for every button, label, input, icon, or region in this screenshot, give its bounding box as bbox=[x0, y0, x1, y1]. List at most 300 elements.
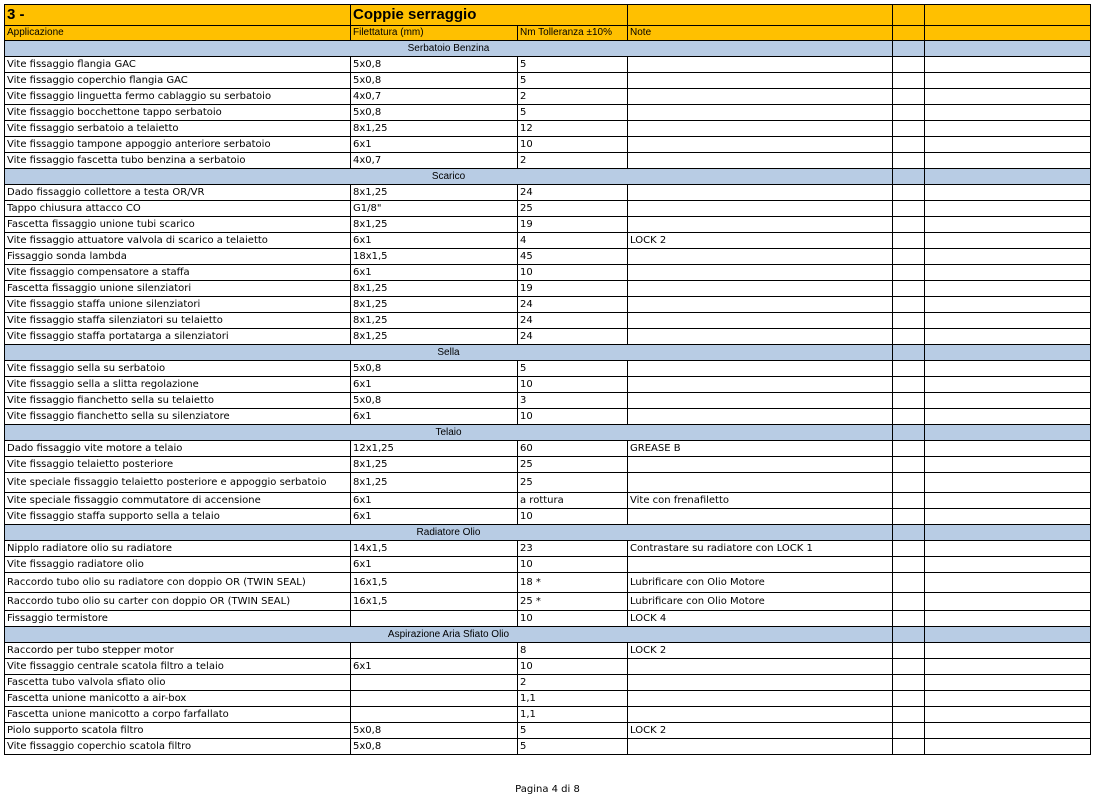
cell-nm: 23 bbox=[518, 541, 628, 557]
cell-filettatura: 5x0,8 bbox=[351, 739, 518, 755]
section-empty-cell bbox=[925, 169, 1091, 185]
table-row bbox=[5, 409, 1091, 425]
cell-filettatura: 5x0,8 bbox=[351, 393, 518, 409]
section-empty-cell bbox=[893, 525, 925, 541]
cell-applicazione: Vite fissaggio coperchio scatola filtro bbox=[5, 739, 351, 755]
cell-filettatura: G1/8" bbox=[351, 201, 518, 217]
cell-filettatura: 4x0,7 bbox=[351, 89, 518, 105]
cell-filettatura: 6x1 bbox=[351, 137, 518, 153]
empty-cell bbox=[925, 329, 1091, 345]
cell-nm: 5 bbox=[518, 73, 628, 89]
cell-filettatura: 8x1,25 bbox=[351, 473, 518, 493]
cell-note: Lubrificare con Olio Motore bbox=[628, 593, 893, 611]
cell-note bbox=[628, 691, 893, 707]
table-row bbox=[5, 573, 1091, 593]
cell-nm: 2 bbox=[518, 675, 628, 691]
empty-cell bbox=[893, 297, 925, 313]
cell-filettatura: 16x1,5 bbox=[351, 593, 518, 611]
cell-nm: 10 bbox=[518, 611, 628, 627]
cell-nm: 5 bbox=[518, 723, 628, 739]
section-header-row bbox=[5, 169, 1091, 185]
empty-cell bbox=[925, 281, 1091, 297]
cell-applicazione: Dado fissaggio vite motore a telaio bbox=[5, 441, 351, 457]
empty-cell bbox=[925, 707, 1091, 723]
cell-nm: 10 bbox=[518, 409, 628, 425]
cell-note bbox=[628, 739, 893, 755]
cell-nm: a rottura bbox=[518, 493, 628, 509]
empty-cell bbox=[893, 329, 925, 345]
section-empty-cell bbox=[925, 41, 1091, 57]
empty-cell bbox=[893, 153, 925, 169]
header-note: Note bbox=[628, 26, 893, 41]
cell-applicazione: Vite speciale fissaggio telaietto posteriore e appoggio serbatoio bbox=[5, 473, 351, 493]
section-title: Telaio bbox=[5, 425, 893, 441]
cell-nm: 2 bbox=[518, 153, 628, 169]
header-empty-cell bbox=[925, 26, 1091, 41]
section-empty-cell bbox=[925, 345, 1091, 361]
empty-cell bbox=[893, 723, 925, 739]
section-empty-cell bbox=[893, 345, 925, 361]
cell-nm: 10 bbox=[518, 659, 628, 675]
cell-applicazione: Vite fissaggio telaietto posteriore bbox=[5, 457, 351, 473]
cell-nm: 25 bbox=[518, 473, 628, 493]
cell-nm: 24 bbox=[518, 313, 628, 329]
section-header-row bbox=[5, 425, 1091, 441]
cell-filettatura: 6x1 bbox=[351, 409, 518, 425]
empty-cell bbox=[925, 573, 1091, 593]
cell-applicazione: Raccordo per tubo stepper motor bbox=[5, 643, 351, 659]
empty-cell bbox=[925, 409, 1091, 425]
empty-cell bbox=[893, 265, 925, 281]
empty-cell bbox=[893, 659, 925, 675]
cell-note bbox=[628, 393, 893, 409]
table-row bbox=[5, 89, 1091, 105]
cell-filettatura bbox=[351, 643, 518, 659]
title-empty-cell bbox=[893, 5, 925, 26]
empty-cell bbox=[925, 217, 1091, 233]
cell-applicazione: Vite fissaggio sella su serbatoio bbox=[5, 361, 351, 377]
cell-nm: 60 bbox=[518, 441, 628, 457]
empty-cell bbox=[925, 57, 1091, 73]
cell-nm: 45 bbox=[518, 249, 628, 265]
cell-applicazione: Vite fissaggio radiatore olio bbox=[5, 557, 351, 573]
cell-nm: 10 bbox=[518, 265, 628, 281]
empty-cell bbox=[893, 643, 925, 659]
empty-cell bbox=[925, 739, 1091, 755]
cell-note bbox=[628, 137, 893, 153]
empty-cell bbox=[925, 153, 1091, 169]
cell-applicazione: Vite fissaggio fascetta tubo benzina a serbatoio bbox=[5, 153, 351, 169]
empty-cell bbox=[893, 707, 925, 723]
empty-cell bbox=[925, 611, 1091, 627]
cell-note bbox=[628, 377, 893, 393]
cell-nm: 2 bbox=[518, 89, 628, 105]
table-row bbox=[5, 153, 1091, 169]
empty-cell bbox=[893, 739, 925, 755]
torque-table bbox=[4, 4, 1091, 755]
cell-filettatura: 8x1,25 bbox=[351, 329, 518, 345]
cell-note bbox=[628, 329, 893, 345]
table-row bbox=[5, 249, 1091, 265]
empty-cell bbox=[925, 249, 1091, 265]
cell-note: GREASE B bbox=[628, 441, 893, 457]
table-row bbox=[5, 659, 1091, 675]
cell-note bbox=[628, 73, 893, 89]
empty-cell bbox=[893, 441, 925, 457]
cell-note bbox=[628, 409, 893, 425]
table-row bbox=[5, 281, 1091, 297]
table-row bbox=[5, 105, 1091, 121]
table-row bbox=[5, 377, 1091, 393]
cell-filettatura: 4x0,7 bbox=[351, 153, 518, 169]
cell-note bbox=[628, 473, 893, 493]
cell-applicazione: Vite fissaggio tampone appoggio anteriore serbatoio bbox=[5, 137, 351, 153]
cell-filettatura bbox=[351, 611, 518, 627]
empty-cell bbox=[925, 675, 1091, 691]
cell-applicazione: Vite fissaggio serbatoio a telaietto bbox=[5, 121, 351, 137]
cell-applicazione: Vite fissaggio sella a slitta regolazione bbox=[5, 377, 351, 393]
table-row bbox=[5, 73, 1091, 89]
cell-filettatura: 8x1,25 bbox=[351, 457, 518, 473]
empty-cell bbox=[893, 573, 925, 593]
cell-applicazione: Dado fissaggio collettore a testa OR/VR bbox=[5, 185, 351, 201]
table-row bbox=[5, 265, 1091, 281]
empty-cell bbox=[925, 313, 1091, 329]
empty-cell bbox=[925, 473, 1091, 493]
cell-applicazione: Vite fissaggio staffa supporto sella a telaio bbox=[5, 509, 351, 525]
cell-nm: 25 bbox=[518, 201, 628, 217]
cell-nm: 5 bbox=[518, 57, 628, 73]
cell-applicazione: Vite fissaggio fianchetto sella su silenziatore bbox=[5, 409, 351, 425]
table-row bbox=[5, 473, 1091, 493]
empty-cell bbox=[893, 377, 925, 393]
cell-nm: 5 bbox=[518, 739, 628, 755]
cell-note bbox=[628, 509, 893, 525]
cell-filettatura: 5x0,8 bbox=[351, 57, 518, 73]
empty-cell bbox=[893, 57, 925, 73]
section-empty-cell bbox=[893, 425, 925, 441]
cell-nm: 5 bbox=[518, 105, 628, 121]
empty-cell bbox=[925, 593, 1091, 611]
cell-applicazione: Tappo chiusura attacco CO bbox=[5, 201, 351, 217]
empty-cell bbox=[925, 393, 1091, 409]
empty-cell bbox=[925, 691, 1091, 707]
section-title: Serbatoio Benzina bbox=[5, 41, 893, 57]
empty-cell bbox=[925, 137, 1091, 153]
empty-cell bbox=[925, 73, 1091, 89]
cell-note bbox=[628, 281, 893, 297]
empty-cell bbox=[893, 409, 925, 425]
cell-nm: 8 bbox=[518, 643, 628, 659]
cell-note: LOCK 4 bbox=[628, 611, 893, 627]
cell-applicazione: Vite speciale fissaggio commutatore di accensione bbox=[5, 493, 351, 509]
empty-cell bbox=[925, 265, 1091, 281]
table-row bbox=[5, 297, 1091, 313]
cell-nm: 5 bbox=[518, 361, 628, 377]
cell-filettatura: 6x1 bbox=[351, 233, 518, 249]
table-row bbox=[5, 393, 1091, 409]
page-footer: Pagina 4 di 8 bbox=[515, 784, 580, 795]
empty-cell bbox=[893, 457, 925, 473]
table-row bbox=[5, 233, 1091, 249]
table-row bbox=[5, 611, 1091, 627]
cell-filettatura: 16x1,5 bbox=[351, 573, 518, 593]
cell-note bbox=[628, 121, 893, 137]
cell-nm: 1,1 bbox=[518, 707, 628, 723]
table-row bbox=[5, 137, 1091, 153]
cell-filettatura: 8x1,25 bbox=[351, 313, 518, 329]
empty-cell bbox=[893, 281, 925, 297]
cell-note: LOCK 2 bbox=[628, 233, 893, 249]
empty-cell bbox=[925, 89, 1091, 105]
empty-cell bbox=[893, 105, 925, 121]
cell-nm: 24 bbox=[518, 185, 628, 201]
cell-applicazione: Fascetta unione manicotto a air-box bbox=[5, 691, 351, 707]
section-empty-cell bbox=[925, 627, 1091, 643]
cell-applicazione: Vite fissaggio staffa portatarga a silenziatori bbox=[5, 329, 351, 345]
cell-note bbox=[628, 105, 893, 121]
cell-filettatura: 8x1,25 bbox=[351, 185, 518, 201]
cell-note bbox=[628, 217, 893, 233]
cell-filettatura: 6x1 bbox=[351, 265, 518, 281]
cell-note: LOCK 2 bbox=[628, 723, 893, 739]
cell-applicazione: Vite fissaggio linguetta fermo cablaggio su serbatoio bbox=[5, 89, 351, 105]
cell-applicazione: Fascetta unione manicotto a corpo farfallato bbox=[5, 707, 351, 723]
cell-note bbox=[628, 297, 893, 313]
cell-nm: 19 bbox=[518, 281, 628, 297]
empty-cell bbox=[925, 441, 1091, 457]
cell-nm: 25 * bbox=[518, 593, 628, 611]
table-row bbox=[5, 593, 1091, 611]
empty-cell bbox=[893, 509, 925, 525]
cell-applicazione: Fascetta tubo valvola sfiato olio bbox=[5, 675, 351, 691]
cell-nm: 19 bbox=[518, 217, 628, 233]
cell-note bbox=[628, 57, 893, 73]
title-empty-cell bbox=[628, 5, 893, 26]
page-title: Coppie serraggio bbox=[351, 5, 628, 26]
table-row bbox=[5, 739, 1091, 755]
cell-nm: 24 bbox=[518, 297, 628, 313]
empty-cell bbox=[893, 361, 925, 377]
empty-cell bbox=[925, 557, 1091, 573]
cell-note bbox=[628, 457, 893, 473]
section-header-row bbox=[5, 627, 1091, 643]
cell-nm: 12 bbox=[518, 121, 628, 137]
section-empty-cell bbox=[893, 169, 925, 185]
cell-note bbox=[628, 707, 893, 723]
cell-note bbox=[628, 361, 893, 377]
section-title: Radiatore Olio bbox=[5, 525, 893, 541]
empty-cell bbox=[893, 593, 925, 611]
cell-applicazione: Vite fissaggio fianchetto sella su telaietto bbox=[5, 393, 351, 409]
cell-filettatura: 14x1,5 bbox=[351, 541, 518, 557]
cell-filettatura: 6x1 bbox=[351, 557, 518, 573]
cell-filettatura: 6x1 bbox=[351, 377, 518, 393]
table-row bbox=[5, 509, 1091, 525]
cell-filettatura bbox=[351, 675, 518, 691]
table-row bbox=[5, 723, 1091, 739]
empty-cell bbox=[893, 313, 925, 329]
cell-note bbox=[628, 89, 893, 105]
cell-note bbox=[628, 153, 893, 169]
cell-note bbox=[628, 557, 893, 573]
section-title: Sella bbox=[5, 345, 893, 361]
section-header-row bbox=[5, 345, 1091, 361]
table-row bbox=[5, 691, 1091, 707]
cell-applicazione: Fascetta fissaggio unione silenziatori bbox=[5, 281, 351, 297]
cell-applicazione: Vite fissaggio attuatore valvola di scarico a telaietto bbox=[5, 233, 351, 249]
empty-cell bbox=[925, 233, 1091, 249]
empty-cell bbox=[925, 723, 1091, 739]
section-header-row bbox=[5, 41, 1091, 57]
cell-filettatura: 6x1 bbox=[351, 509, 518, 525]
cell-filettatura: 6x1 bbox=[351, 659, 518, 675]
header-applicazione: Applicazione bbox=[5, 26, 351, 41]
cell-filettatura: 8x1,25 bbox=[351, 281, 518, 297]
table-row bbox=[5, 185, 1091, 201]
cell-nm: 4 bbox=[518, 233, 628, 249]
cell-applicazione: Raccordo tubo olio su carter con doppio OR (TWIN SEAL) bbox=[5, 593, 351, 611]
empty-cell bbox=[893, 557, 925, 573]
title-row bbox=[5, 5, 1091, 26]
cell-applicazione: Fascetta fissaggio unione tubi scarico bbox=[5, 217, 351, 233]
empty-cell bbox=[925, 659, 1091, 675]
cell-note bbox=[628, 659, 893, 675]
table-row bbox=[5, 493, 1091, 509]
section-number: 3 - bbox=[5, 5, 351, 26]
cell-applicazione: Vite fissaggio centrale scatola filtro a telaio bbox=[5, 659, 351, 675]
empty-cell bbox=[893, 217, 925, 233]
cell-note: LOCK 2 bbox=[628, 643, 893, 659]
cell-nm: 10 bbox=[518, 377, 628, 393]
empty-cell bbox=[925, 541, 1091, 557]
table-row bbox=[5, 643, 1091, 659]
section-title: Aspirazione Aria Sfiato Olio bbox=[5, 627, 893, 643]
empty-cell bbox=[925, 361, 1091, 377]
cell-applicazione: Vite fissaggio staffa silenziatori su telaietto bbox=[5, 313, 351, 329]
cell-applicazione: Vite fissaggio compensatore a staffa bbox=[5, 265, 351, 281]
empty-cell bbox=[893, 393, 925, 409]
cell-applicazione: Piolo supporto scatola filtro bbox=[5, 723, 351, 739]
empty-cell bbox=[925, 297, 1091, 313]
cell-applicazione: Vite fissaggio flangia GAC bbox=[5, 57, 351, 73]
cell-filettatura: 8x1,25 bbox=[351, 217, 518, 233]
cell-note bbox=[628, 313, 893, 329]
cell-nm: 10 bbox=[518, 137, 628, 153]
table-row bbox=[5, 441, 1091, 457]
empty-cell bbox=[925, 185, 1091, 201]
empty-cell bbox=[893, 89, 925, 105]
empty-cell bbox=[893, 691, 925, 707]
cell-nm: 3 bbox=[518, 393, 628, 409]
section-title: Scarico bbox=[5, 169, 893, 185]
header-filettatura: Filettatura (mm) bbox=[351, 26, 518, 41]
cell-nm: 25 bbox=[518, 457, 628, 473]
table-row bbox=[5, 707, 1091, 723]
empty-cell bbox=[893, 473, 925, 493]
section-empty-cell bbox=[893, 41, 925, 57]
cell-note bbox=[628, 201, 893, 217]
empty-cell bbox=[893, 233, 925, 249]
cell-note bbox=[628, 185, 893, 201]
cell-filettatura: 5x0,8 bbox=[351, 105, 518, 121]
cell-filettatura: 8x1,25 bbox=[351, 121, 518, 137]
empty-cell bbox=[893, 201, 925, 217]
table-row bbox=[5, 57, 1091, 73]
cell-nm: 10 bbox=[518, 509, 628, 525]
cell-note bbox=[628, 249, 893, 265]
cell-filettatura: 5x0,8 bbox=[351, 361, 518, 377]
cell-applicazione: Nipplo radiatore olio su radiatore bbox=[5, 541, 351, 557]
header-row bbox=[5, 26, 1091, 41]
empty-cell bbox=[925, 121, 1091, 137]
empty-cell bbox=[893, 73, 925, 89]
cell-note: Lubrificare con Olio Motore bbox=[628, 573, 893, 593]
cell-applicazione: Vite fissaggio coperchio flangia GAC bbox=[5, 73, 351, 89]
empty-cell bbox=[893, 493, 925, 509]
cell-applicazione: Vite fissaggio bocchettone tappo serbatoio bbox=[5, 105, 351, 121]
section-empty-cell bbox=[893, 627, 925, 643]
cell-filettatura bbox=[351, 707, 518, 723]
table-row bbox=[5, 313, 1091, 329]
cell-applicazione: Raccordo tubo olio su radiatore con doppio OR (TWIN SEAL) bbox=[5, 573, 351, 593]
empty-cell bbox=[893, 611, 925, 627]
table-row bbox=[5, 675, 1091, 691]
cell-note: Contrastare su radiatore con LOCK 1 bbox=[628, 541, 893, 557]
empty-cell bbox=[893, 137, 925, 153]
section-empty-cell bbox=[925, 425, 1091, 441]
empty-cell bbox=[925, 493, 1091, 509]
cell-filettatura: 5x0,8 bbox=[351, 723, 518, 739]
empty-cell bbox=[893, 185, 925, 201]
cell-filettatura bbox=[351, 691, 518, 707]
section-header-row bbox=[5, 525, 1091, 541]
table-row bbox=[5, 217, 1091, 233]
table-row bbox=[5, 541, 1091, 557]
cell-nm: 10 bbox=[518, 557, 628, 573]
empty-cell bbox=[893, 121, 925, 137]
cell-note bbox=[628, 265, 893, 281]
empty-cell bbox=[925, 643, 1091, 659]
empty-cell bbox=[925, 509, 1091, 525]
empty-cell bbox=[925, 201, 1091, 217]
header-nm: Nm Tolleranza ±10% bbox=[518, 26, 628, 41]
cell-nm: 24 bbox=[518, 329, 628, 345]
cell-filettatura: 5x0,8 bbox=[351, 73, 518, 89]
empty-cell bbox=[925, 105, 1091, 121]
cell-filettatura: 8x1,25 bbox=[351, 297, 518, 313]
cell-applicazione: Fissaggio termistore bbox=[5, 611, 351, 627]
empty-cell bbox=[925, 457, 1091, 473]
cell-note: Vite con frenafiletto bbox=[628, 493, 893, 509]
empty-cell bbox=[893, 675, 925, 691]
cell-filettatura: 6x1 bbox=[351, 493, 518, 509]
cell-filettatura: 12x1,25 bbox=[351, 441, 518, 457]
table-row bbox=[5, 361, 1091, 377]
table-row bbox=[5, 201, 1091, 217]
table-row bbox=[5, 557, 1091, 573]
empty-cell bbox=[925, 377, 1091, 393]
empty-cell bbox=[893, 541, 925, 557]
section-empty-cell bbox=[925, 525, 1091, 541]
header-empty-cell bbox=[893, 26, 925, 41]
cell-nm: 1,1 bbox=[518, 691, 628, 707]
cell-applicazione: Fissaggio sonda lambda bbox=[5, 249, 351, 265]
cell-note bbox=[628, 675, 893, 691]
cell-filettatura: 18x1,5 bbox=[351, 249, 518, 265]
table-row bbox=[5, 121, 1091, 137]
title-empty-cell bbox=[925, 5, 1091, 26]
